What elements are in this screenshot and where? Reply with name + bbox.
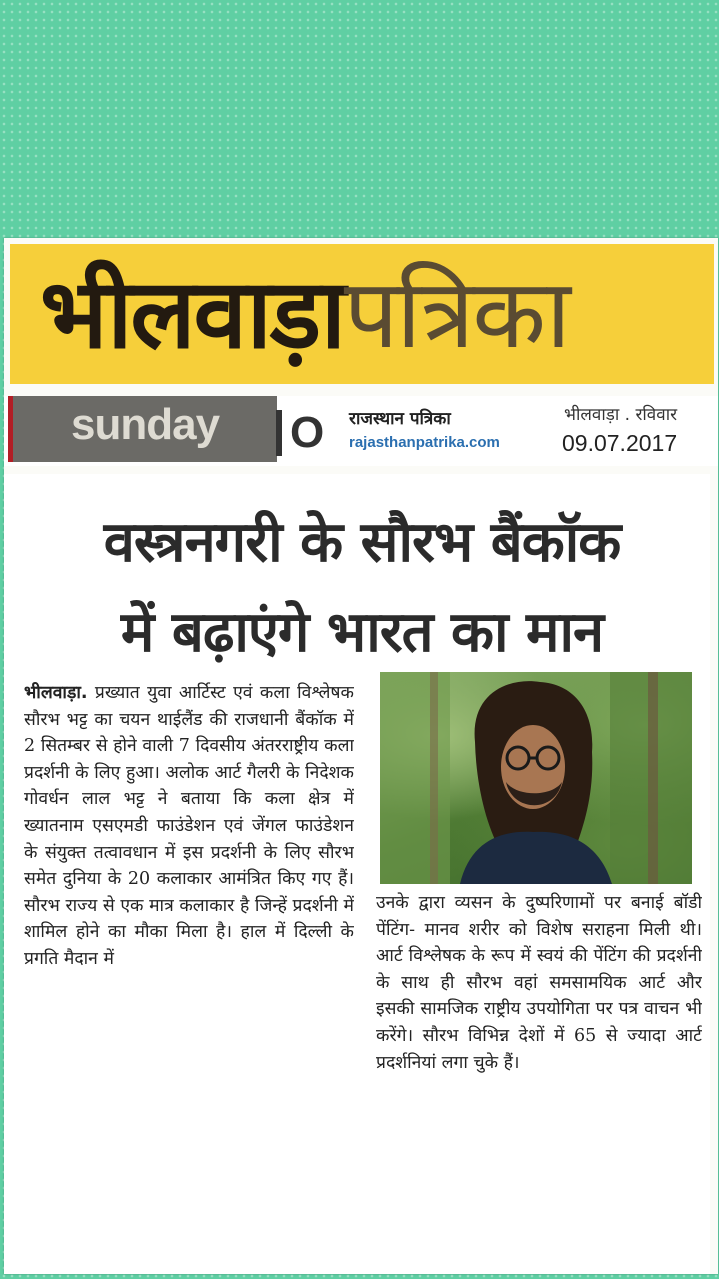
section-label: sunday (71, 400, 220, 449)
newspaper-clipping (4, 238, 718, 1274)
masthead-title (40, 244, 569, 384)
headline-line2: में बढ़ाएंगे भारत का मान (120, 600, 604, 665)
patrika-logo-icon: O (276, 410, 336, 456)
article-text-left: प्रख्यात युवा आर्टिस्ट एवं कला विश्लेषक सौरभ भट्ट का चयन थाईलैंड की राजधानी बैंकॉक में 2 सितम्बर से होने वाली 7 दिवसीय अंतरराष्ट्रीय कला प्रदर्शनी के लिए हुआ। अलोक आर्ट गैलरी के निदेशक गोवर्धन लाल भट्ट ने बताया कि कला क्षेत्र में ख्यातनाम एसएमडी फाउंडेशन एवं जेंगल फाउंडेशन के संयुक्त तत्वावधान में इस प्रदर्शनी के लिए सौरभ समेत दुनिया के 20 कलाकार आमंत्रित किए गए हैं। सौरभ राज्य से एक मात्र कलाकार है जिन्हें प्रदर्शनी में शामिल होने का मौका मिला है। हाल में दिल्ली के प्रगति मैदान में (24, 683, 354, 969)
artist-photo (380, 672, 692, 884)
headline-line1: वस्त्रनगरी के सौरभ बैंकॉक (103, 510, 621, 575)
article-column-left (24, 680, 354, 973)
dateline: भीलवाड़ा. (24, 683, 88, 703)
article-column-right: उनके द्वारा व्यसन के दुष्परिणामों पर बनाई बॉडी पेंटिंग- मानव शरीर को विशेष सराहना मिली थी। आर्ट विश्लेषक के रूप में स्वयं की पेंटिंग की प्रदर्शनी के साथ ही सौरभ वहां समसामयिक आर्ट और इसकी सामजिक राष्ट्रीय उपयोगिता पर पत्र वाचन भी करेंगे। सौरभ विभिन्न देशों में 65 से ज्यादा आर्ट प्रदर्शनियां लगा चुके हैं। (376, 893, 702, 1073)
edition-bar (4, 396, 718, 466)
edition-date: 09.07.2017 (562, 430, 678, 456)
paper-url: rajasthanpatrika.com (349, 434, 500, 451)
paper-name: राजस्थान पत्रिका (349, 409, 451, 429)
section-badge (8, 396, 277, 462)
masthead-title-part1: भीलवाड़ा (40, 258, 344, 370)
masthead (10, 244, 714, 384)
edition-city-day: भीलवाड़ा . रविवार (564, 405, 678, 425)
masthead-title-part2: पत्रिका (343, 258, 569, 370)
